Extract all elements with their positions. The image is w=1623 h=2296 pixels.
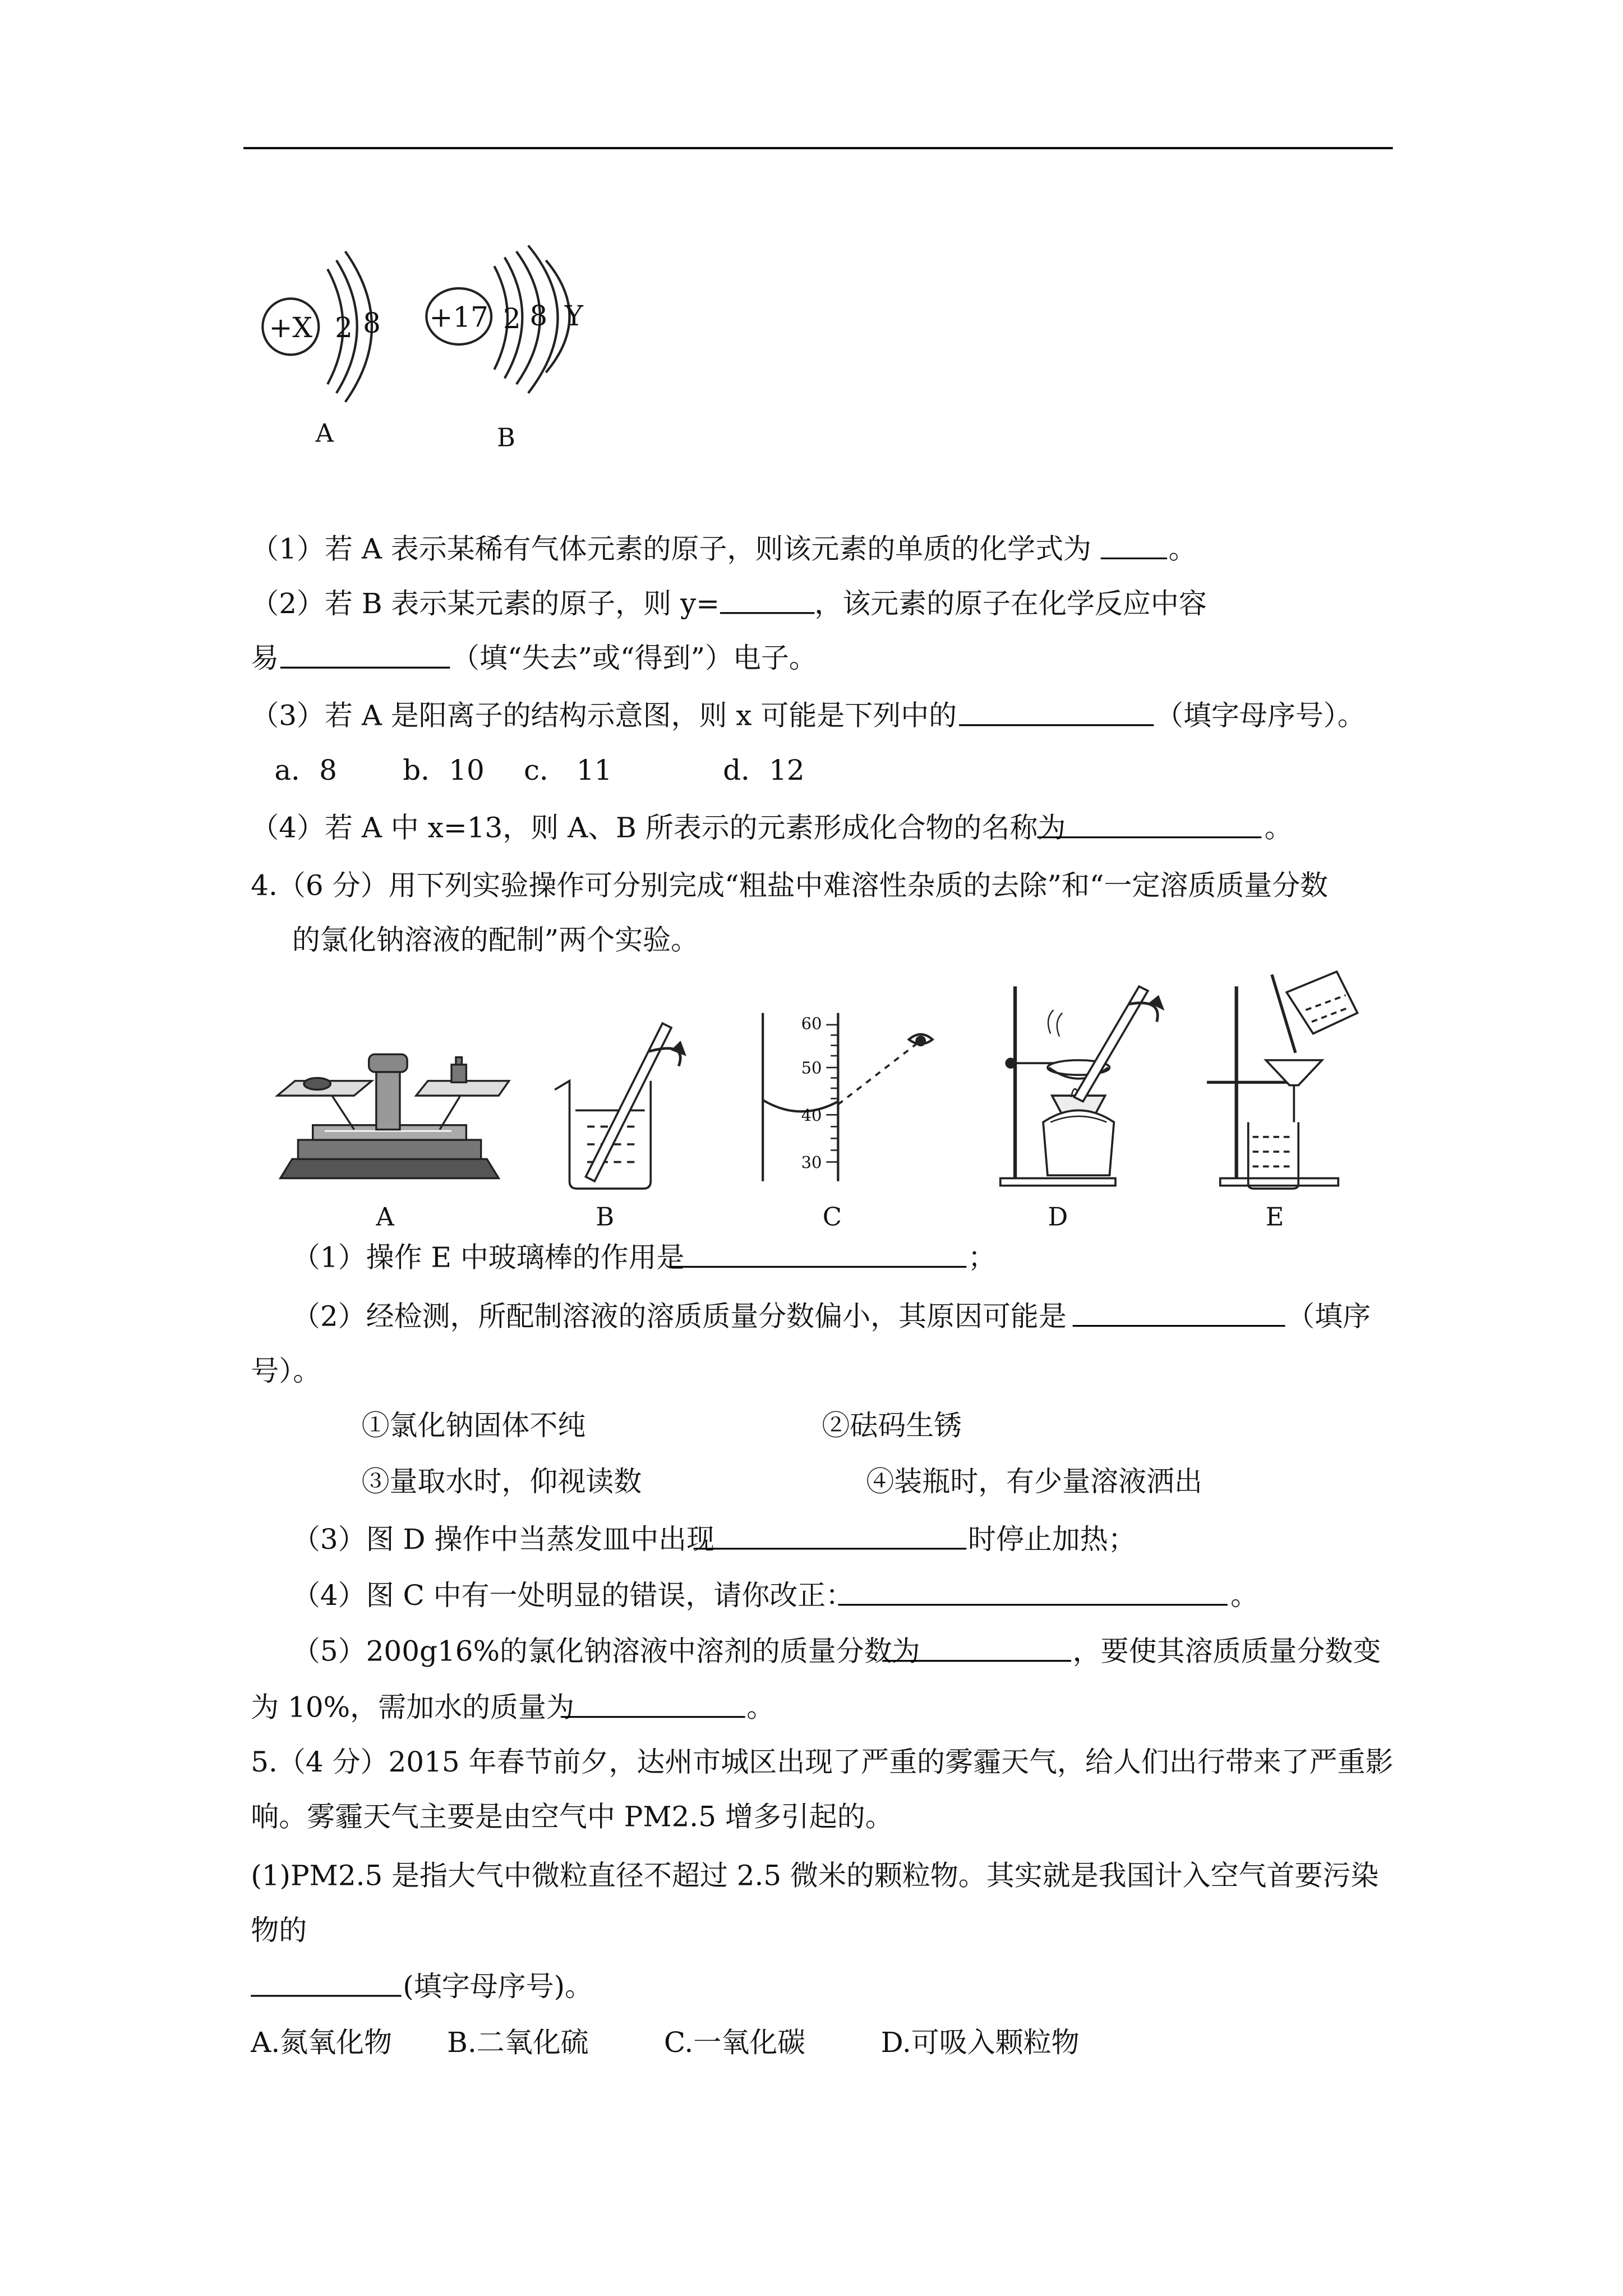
figure-label-d: D	[1048, 1202, 1068, 1232]
q4-option-2: ②砝码生锈	[822, 1409, 962, 1442]
cylinder-tick-40: 40	[801, 1105, 822, 1125]
q4-stem-line1: 4.（6 分）用下列实验操作可分别完成“粗盐中难溶性杂质的去除”和“一定溶质质量分数	[251, 869, 1329, 902]
q4-part1: （1）操作 E 中玻璃棒的作用是	[292, 1241, 685, 1274]
q4-part1-end: ；	[967, 1241, 996, 1274]
q4-option-1: ①氯化钠固体不纯	[361, 1409, 586, 1442]
q4-part2-end: （填序	[1287, 1300, 1371, 1333]
q5-option-b: B.二氧化硫	[447, 2026, 589, 2059]
figure-label-c: C	[822, 1202, 842, 1232]
atom-b-nucleus-label: +17	[429, 301, 488, 334]
figure-label-e: E	[1265, 1202, 1284, 1232]
q3-part1-end: 。	[1168, 532, 1197, 565]
q3-part2-wrap-end: （填“失去”或“得到”）电子。	[451, 642, 817, 675]
figure-e-filtration	[1207, 972, 1357, 1189]
atom-b-shell-2: 8	[529, 299, 548, 332]
atom-a-label: A	[315, 418, 334, 448]
q4-part5: （5）200g16%的氯化钠溶液中溶剂的质量分数为	[292, 1635, 920, 1668]
figure-b-beaker	[555, 1023, 685, 1189]
q5-stem-line2: 响。雾霾天气主要是由空气中 PM2.5 增多引起的。	[251, 1800, 893, 1833]
atom-b-shell-1: 2	[503, 302, 521, 335]
q5-option-c: C.一氧化碳	[663, 2026, 806, 2059]
figure-label-a: A	[376, 1202, 394, 1232]
q5-part1-line2: 物的	[251, 1913, 307, 1947]
q3-part2-wrap: 易	[251, 642, 279, 675]
q4-part5-wrap-end: 。	[746, 1691, 775, 1724]
q4-option-3: ③量取水时，仰视读数	[361, 1465, 642, 1498]
q3-option-c: c． 11	[523, 754, 612, 787]
q5-option-d: D.可吸入颗粒物	[880, 2026, 1080, 2059]
q3-part2: （2）若 B 表示某元素的原子，则 y=	[251, 587, 720, 620]
q4-part4: （4）图 C 中有一处明显的错误，请你改正：	[292, 1579, 854, 1612]
q4-part2-wrap: 号）。	[251, 1354, 321, 1387]
q3-part2-cont: ，该元素的原子在化学反应中容	[814, 587, 1207, 620]
q5-option-a: A.氮氧化物	[251, 2026, 393, 2059]
cylinder-tick-30: 30	[801, 1153, 822, 1172]
cylinder-tick-60: 60	[801, 1014, 822, 1033]
q3-option-a: a．8	[274, 754, 337, 787]
figure-c-cylinder	[763, 1013, 933, 1181]
figure-a-balance	[278, 1054, 509, 1178]
q3-part4: （4）若 A 中 x=13，则 A、B 所表示的元素形成化合物的名称为	[251, 811, 1066, 844]
atom-a-shell-2: 8	[363, 306, 381, 339]
q3-part1: （1）若 A 表示某稀有气体元素的原子，则该元素的单质的化学式为	[251, 532, 1092, 565]
atom-b-shell-3: Y	[564, 299, 583, 332]
figure-d-evaporation	[1000, 986, 1163, 1185]
q4-part5-wrap: 为 10%，需加水的质量为	[251, 1691, 574, 1724]
q4-stem-line2: 的氯化钠溶液的配制”两个实验。	[292, 923, 699, 956]
q3-part3-end: （填字母序号）。	[1155, 699, 1366, 732]
q3-option-b: b．10	[403, 754, 485, 787]
q4-option-4: ④装瓶时，有少量溶液洒出	[866, 1465, 1202, 1498]
q5-part1-end: (填字母序号)。	[403, 1970, 593, 2003]
atom-b-label: B	[496, 422, 515, 453]
q4-part3-end: 时停止加热；	[967, 1522, 1136, 1556]
q5-part1-line1: (1)PM2.5 是指大气中微粒直径不超过 2.5 微米的颗粒物。其实就是我国计入空气首要污染	[251, 1859, 1379, 1892]
q4-part2: （2）经检测，所配制溶液的溶质质量分数偏小，其原因可能是	[292, 1300, 1067, 1333]
q3-option-d: d．12	[723, 754, 805, 787]
atom-a-nucleus-label: +X	[269, 311, 313, 344]
q4-part5-cont: ，要使其溶质质量分数变	[1072, 1635, 1381, 1668]
q4-part3: （3）图 D 操作中当蒸发皿中出现	[292, 1522, 715, 1556]
figure-label-b: B	[596, 1202, 615, 1232]
q3-part3: （3）若 A 是阳离子的结构示意图，则 x 可能是下列中的	[251, 699, 957, 732]
q5-stem-line1: 5.（4 分）2015 年春节前夕，达州市城区出现了严重的雾霾天气，给人们出行带来了严重影	[251, 1746, 1394, 1779]
atom-a-shell-1: 2	[335, 311, 353, 344]
cylinder-tick-50: 50	[801, 1058, 822, 1078]
q4-part4-end: 。	[1230, 1579, 1259, 1612]
q3-part4-end: 。	[1264, 811, 1293, 844]
